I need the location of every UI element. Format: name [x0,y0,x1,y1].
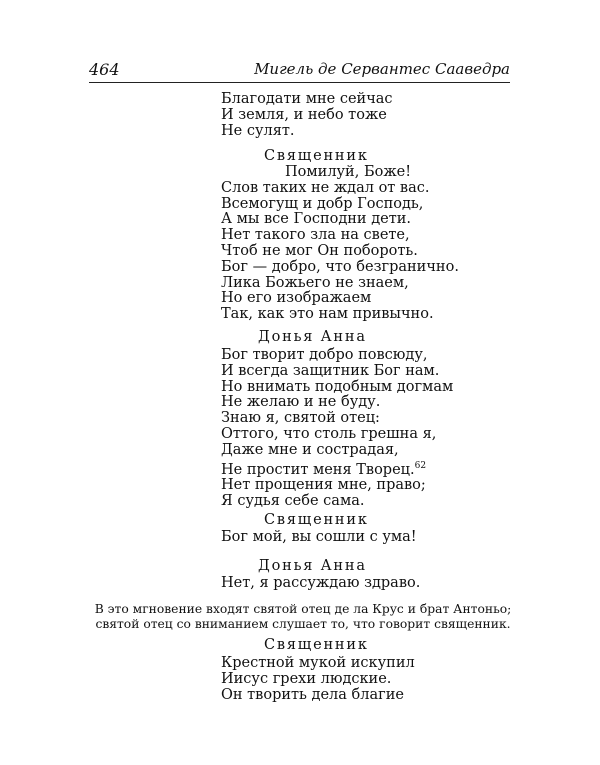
running-title: Мигель де Сервантес Сааведра [254,60,510,78]
verse-block-3 [221,348,521,510]
speaker-name: Священник [264,512,369,528]
verse-line: Так, как это нам привычно. [221,306,434,323]
verse-line: Не желаю и не буду. [221,394,381,411]
verse-block-1 [221,92,521,139]
speaker-name: Священник [264,148,369,164]
verse-line: И земля, и небо тоже [221,106,387,123]
verse-line: Помилуй, Боже! [285,164,412,180]
verse-line: Бог мой, вы сошли с ума! [221,529,417,545]
speaker-name: Донья Анна [258,558,367,574]
verse-line: Нет прощения мне, право; [221,477,426,494]
running-header [89,60,510,83]
verse-block-5 [221,576,521,592]
verse-line: Слов таких не ждал от вас. [221,179,430,196]
verse-line: Иисус грехи людские. [221,670,392,687]
verse-line: Благодати мне сейчас [221,91,393,107]
verse-line: Крестной мукой искупил [221,655,415,671]
verse-line-with-footnote [221,459,521,479]
verse-line: А мы все Господни дети. [221,211,412,228]
page-number: 464 [89,60,120,79]
verse-line: Нет такого зла на свете, [221,227,410,244]
verse-line: Чтоб не мог Он побороть. [221,242,418,259]
verse-line: Не сулят. [221,122,295,139]
verse-line: Знаю я, святой отец: [221,410,380,427]
verse-block-4 [221,530,521,546]
verse-line: Лика Божьего не знаем, [221,274,409,291]
verse-text: Не простит меня Творец. [221,461,415,478]
verse-block-6 [221,656,521,703]
verse-line: Бог — добро, что безгранично. [221,258,459,275]
verse-line: Но внимать подобным догмам [221,378,454,395]
verse-line: Даже мне и сострадая, [221,441,399,458]
verse-line: Я судья себе сама. [221,493,365,509]
verse-line: Нет, я рассуждаю здраво. [221,575,421,591]
verse-line: Он творить дела благие [221,686,404,703]
speaker-name: Донья Анна [258,329,367,345]
verse-line: Бог творит добро повсюду, [221,347,428,363]
verse-block-2 [221,165,521,323]
verse-line: Но его изображаем [221,290,372,307]
verse-line: Оттого, что столь грешна я, [221,425,437,442]
footnote-marker: 62 [414,460,427,471]
verse-line: Всемогущ и добр Господь, [221,195,424,212]
speaker-name: Священник [264,637,369,653]
verse-line: И всегда защитник Бог нам. [221,362,440,379]
stage-direction: В это мгновение входят святой отец де ла Крус и брат Антоньо; святой отец со вниманием слушает то, что говорит священник. [94,602,512,631]
